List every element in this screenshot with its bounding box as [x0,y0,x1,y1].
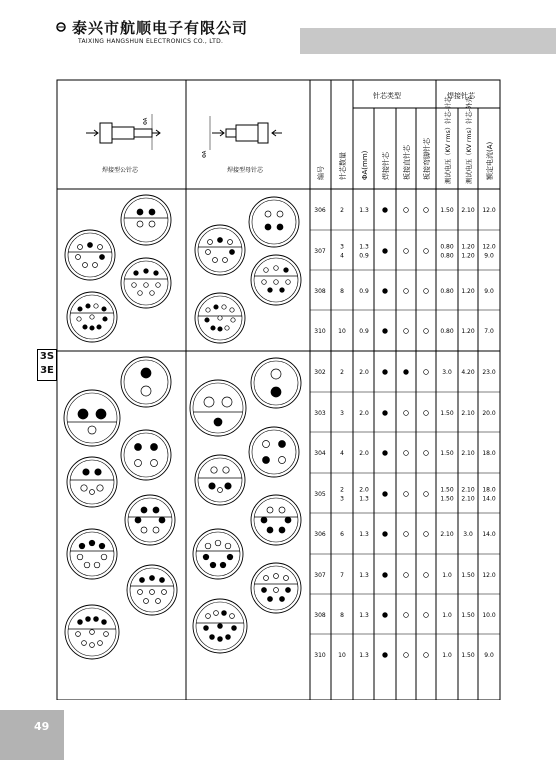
cell-cur: 18.0 [482,450,496,457]
straight-filled-icon [404,370,409,375]
straight-empty-icon [404,249,409,254]
cell-v2: 2.10 [461,207,475,214]
header-bent-pcb: 板接弯脚针芯 [423,138,431,180]
cell-no: 306 [314,207,326,214]
table-row [314,207,496,214]
weld-filled-icon [383,370,388,375]
connector-305-male [67,457,117,507]
cell-phi: 1.3 [359,652,369,659]
company-name-cn: 泰兴市航顺电子有限公司 [72,19,249,37]
table-row [314,450,496,457]
male-caption: 焊接型公针芯 [102,167,139,174]
cell-cur: 23.0 [482,369,496,376]
cell-phi: 2.0 [359,369,369,376]
straight-empty-icon [404,653,409,658]
connector-303-female [190,380,246,436]
connector-302-female [251,358,301,408]
cell-count: 8 [340,288,344,295]
cell-count: 2 [340,369,344,376]
cell-v1: 1.50 [440,410,454,417]
connector-304-male [121,430,171,480]
cell-cur: 12.0 [482,207,496,214]
cell-no: 310 [314,652,326,659]
bent-empty-icon [424,370,429,375]
cell-no: 304 [314,450,326,457]
bent-empty-icon [424,613,429,618]
connector-307-male [65,230,115,280]
cell-no: 310 [314,328,326,335]
connector-306a-female [251,495,301,545]
header-pin-count: 针芯数量 [339,152,347,180]
bent-empty-icon [424,653,429,658]
cell-count: 3 [340,495,344,503]
header-rated-current: 额定电流(A) [486,141,494,180]
weld-filled-icon [383,492,388,497]
cell-cur: 18.0 [482,486,496,494]
header-test-pin-pin: 测试电压（KV rms）针芯-针芯 [445,96,452,184]
straight-empty-icon [404,492,409,497]
straight-empty-icon [404,613,409,618]
connector-308a-female [251,563,301,613]
cell-phi: 2.0 [359,450,369,457]
cell-v2: 1.50 [461,652,475,659]
header-straight-pcb: 板接直针芯 [403,145,411,180]
header-pin-type-group: 针芯类型 [373,92,401,100]
cell-v1: 1.0 [442,652,452,659]
cell-cur: 10.0 [482,612,496,619]
connector-310a-male [65,605,119,659]
cell-v2: 1.20 [461,252,475,260]
dim-label-female: ΦA [202,150,208,158]
table-row [314,487,496,503]
company-name-en: TAIXING HANGSHUN ELECTRONICS CO., LTD. [78,38,224,45]
connector-310-male [67,292,117,342]
connector-306-male [121,195,171,245]
weld-filled-icon [383,613,388,618]
cell-v2: 1.50 [461,572,475,579]
cell-cur: 14.0 [482,495,496,503]
cell-cur: 20.0 [482,410,496,417]
straight-empty-icon [404,208,409,213]
bent-empty-icon [424,208,429,213]
cell-no: 307 [314,248,326,255]
straight-empty-icon [404,573,409,578]
cell-count: 10 [338,328,346,335]
cell-count: 4 [340,252,344,260]
straight-empty-icon [404,532,409,537]
table-row [314,369,496,376]
bent-empty-icon [424,573,429,578]
bent-empty-icon [424,289,429,294]
cell-v2: 4.20 [461,369,475,376]
cell-no: 303 [314,410,326,417]
connector-307a-female [193,529,243,579]
cell-count: 3 [340,410,344,417]
cell-count: 6 [340,531,344,538]
bent-empty-icon [424,532,429,537]
cell-v1: 2.10 [440,531,454,538]
table-row [314,244,496,260]
header-weld-group: 焊接针芯 [447,92,475,100]
cell-v1: 0.80 [440,252,454,260]
cell-count: 2 [340,207,344,214]
series-label: 3S 3E [37,349,57,381]
cell-v2: 1.50 [461,612,475,619]
cell-count: 2 [340,486,344,494]
bent-empty-icon [424,451,429,456]
weld-filled-icon [383,249,388,254]
cell-count: 4 [340,450,344,457]
cell-v1: 1.50 [440,450,454,457]
bent-empty-icon [424,411,429,416]
cell-count: 10 [338,652,346,659]
weld-filled-icon [383,653,388,658]
dim-label-male: ΦA [143,117,149,125]
cell-v1: 1.50 [440,486,454,494]
cell-no: 305 [314,491,326,498]
straight-empty-icon [404,451,409,456]
cell-phi: 1.3 [359,207,369,214]
cell-v2: 2.10 [461,450,475,457]
header-test-pin-shell: 测试电压（KV rms）针芯-外壳 [466,96,473,184]
female-caption: 焊接型母针芯 [227,167,264,174]
page-number: 49 [34,720,50,733]
weld-filled-icon [383,573,388,578]
cell-v2: 1.20 [461,328,475,335]
bent-empty-icon [424,329,429,334]
header-number: 编号 [317,166,325,180]
cell-v2: 2.10 [461,486,475,494]
cell-v1: 0.80 [440,328,454,335]
cell-count: 3 [340,243,344,251]
cell-count: 8 [340,612,344,619]
connector-304-female [249,427,299,477]
cell-no: 307 [314,572,326,579]
cell-v1: 1.50 [440,207,454,214]
weld-filled-icon [383,532,388,537]
bent-empty-icon [424,249,429,254]
connector-306a-male [125,495,175,545]
female-pin-diagram [210,116,282,150]
cell-no: 302 [314,369,326,376]
cell-phi: 0.9 [359,288,369,295]
table-row [314,410,496,417]
table-row [314,612,496,619]
bent-empty-icon [424,492,429,497]
connector-306-female [249,197,299,247]
cell-cur: 14.0 [482,531,496,538]
weld-filled-icon [383,208,388,213]
straight-empty-icon [404,289,409,294]
cell-no: 308 [314,288,326,295]
connector-307a-male [67,529,117,579]
cell-phi: 2.0 [359,410,369,417]
table-row [314,572,496,579]
straight-empty-icon [404,329,409,334]
cell-cur: 7.0 [484,328,494,335]
weld-filled-icon [383,289,388,294]
cell-v2: 3.0 [463,531,473,538]
cell-v1: 0.80 [440,288,454,295]
cell-cur: 12.0 [482,572,496,579]
cell-phi: 2.0 [359,486,369,494]
weld-filled-icon [383,411,388,416]
cell-count: 7 [340,572,344,579]
cell-cur: 12.0 [482,243,496,251]
header-weld-pin: 焊接针芯 [382,152,390,180]
weld-filled-icon [383,329,388,334]
cell-no: 306 [314,531,326,538]
cell-v1: 3.0 [442,369,452,376]
cell-v1: 1.0 [442,612,452,619]
cell-no: 308 [314,612,326,619]
cell-v2: 2.10 [461,495,475,503]
cell-phi: 1.3 [359,495,369,503]
connector-307-female [195,225,245,275]
cell-phi: 1.3 [359,572,369,579]
cell-v1: 1.50 [440,495,454,503]
cell-cur: 9.0 [484,252,494,260]
table-row [314,531,496,538]
cell-phi: 1.3 [359,612,369,619]
cell-phi: 0.9 [359,252,369,260]
page-number-box [0,710,64,760]
table-row [314,288,494,295]
connector-308a-male [127,565,177,615]
header-phi-a: ΦA(mm) [361,150,369,180]
connector-308-male [121,258,171,308]
cell-v2: 2.10 [461,410,475,417]
cell-cur: 9.0 [484,652,494,659]
straight-empty-icon [404,411,409,416]
connector-310a-female [193,599,247,653]
connector-302-male [121,357,171,407]
cell-v2: 1.20 [461,288,475,295]
table-row [314,652,494,659]
cell-phi: 1.3 [359,243,369,251]
connector-310-female [195,293,245,343]
cell-phi: 0.9 [359,328,369,335]
cell-v2: 1.20 [461,243,475,251]
cell-v1: 0.80 [440,243,454,251]
connector-308-female [251,255,301,305]
connector-303-male [64,390,120,446]
connector-305-female [195,455,245,505]
weld-filled-icon [383,451,388,456]
cell-phi: 1.3 [359,531,369,538]
table-row [314,328,494,335]
cell-cur: 9.0 [484,288,494,295]
cell-v1: 1.0 [442,572,452,579]
